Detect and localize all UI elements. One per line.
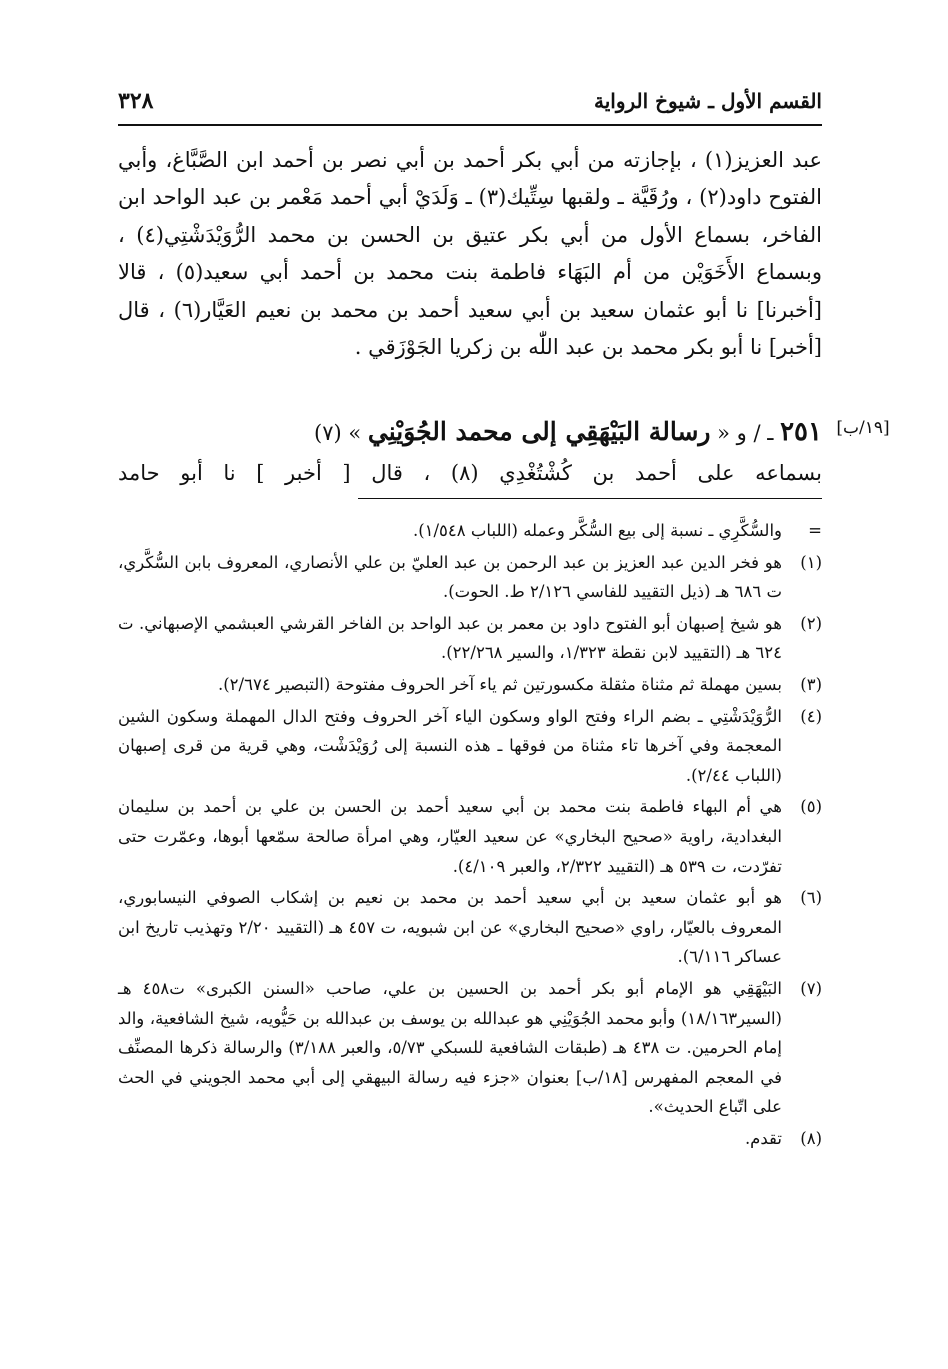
footnote-mark: (١) bbox=[800, 552, 822, 572]
footnote-mark: (٣) bbox=[800, 674, 822, 694]
footnote-mark: (٧) bbox=[800, 978, 822, 998]
section-heading bbox=[118, 413, 822, 452]
footnote-item bbox=[118, 516, 822, 546]
footnote-item bbox=[118, 670, 822, 700]
main-text bbox=[118, 142, 822, 366]
footnote-text: هي أم البهاء فاطمة بنت محمد بن أبي سعيد أحمد بن الحسن بن علي بن أحمد بن سليمان البغدادية، راوية «صحيح البخاري» عن سعيد العيّار، وهي امرأة صالحة سمّعها أبوها، وعمّرت حتى تفرّدت، ت ٥٣٩ هـ (التقييد ٢/٣٢٢، والعبر ٤/١٠٩). bbox=[118, 797, 782, 876]
body-paragraph: عبد العزيز(١) ، بإجازته من أبي بكر أحمد بن أبي نصر بن أحمد ابن الصَّبَّاغ، وأبي الفتوح داود(٢) ، ورُقَيَّة ـ ولقبها سِتِّيك(٣) ـ وَلَدَيْ أبي أحمد مَعْمر بن عبد الواحد ابن الفاخر، بسماع الأول من أبي بكر عتيق بن الحسن بن محمد الرُّوَيْدَشْتِي(٤) ، وبسماع الأَخَوَيْن من أم البَهَاء فاطمة بنت محمد بن أحمد أبي سعيد(٥) ، قالا [أخبرنا] نا أبو عثمان سعيد بن أبي سعيد أحمد بن محمد بن نعيم العَيَّار(٦) ، قال [أخبر] نا أبو بكر محمد بن عبد اللّٰه بن زكريا الجَوْزَقي . bbox=[118, 148, 822, 360]
footnote-item bbox=[118, 548, 822, 607]
footnote-text: بسين مهملة ثم مثناة مثقلة مكسورتين ثم ياء آخر الحروف مفتوحة (التبصير ٢/٦٧٤). bbox=[217, 674, 782, 694]
footnote-mark: (٨) bbox=[800, 1128, 822, 1148]
footnotes bbox=[118, 516, 822, 1155]
footnote-mark: = bbox=[808, 521, 822, 540]
footnote-text: البَيْهَقِي هو الإمام أبو بكر أحمد بن الحسين بن علي، صاحب «السنن الكبرى» ت٤٥٨ هـ (السير١٨/١٦٣) وأبو محمد الجُوَيْنِي هو عبدالله بن يوسف بن عبدالله بن حَيُّويه، شيخ الشافعية، والد إمام الحرمين. ت ٤٣٨ هـ (طبقات الشافعية للسبكي ٥/٧٣، والعبر ٣/١٨٨) والرسالة ذكرها المصنِّف في المعجم المفهرس [١٨/ب] بعنوان «جزء فيه رسالة البيهقي إلى أبي محمد الجويني في الحث على اتّباع الحديث». bbox=[118, 978, 783, 1117]
footnote-text: هو شيخ إصبهان أبو الفتوح داود بن معمر بن عبد الواحد بن الفاخر القرشي العبشمي الإصبهاني. ت ٦٢٤ هـ (التقييد لابن نقطة ١/٣٢٣، والسير ٢٢/٢٦٨). bbox=[118, 613, 782, 663]
footnote-text: هو فخر الدين عبد العزيز بن عبد الرحمن بن عبد العليّ بن علي الأنصاري، المعروف بابن السُّكَّري، ت ٦٨٦ هـ (ذيل التقييد للفاسي ٢/١٢٦ ط. الحوت). bbox=[118, 552, 782, 602]
footnote-mark: (٥) bbox=[800, 797, 822, 817]
section-title: رسالة البَيْهَقِي إلى محمد الجُوَيْنِي bbox=[367, 417, 711, 446]
header-rule bbox=[118, 124, 822, 126]
page-header bbox=[118, 84, 822, 118]
footnote-item bbox=[118, 883, 822, 972]
footnote-text: والسُّكَّرِي ـ نسبة إلى بيع السُّكَّر وعمله (اللباب ١/٥٤٨). bbox=[412, 521, 782, 540]
footnote-separator bbox=[358, 498, 822, 499]
footnote-item bbox=[118, 974, 822, 1122]
footnote-text: الرُّوَيْدَشْتِي ـ بضم الراء وفتح الواو وسكون الياء آخر الحروف وفتح الدال المهملة وسكون الشين المعجمة وفي آخرها تاء مثناة من فوقها ـ هذه النسبة إلى رُوَيْدَشْت، وهي قرية من قرى إصبهان (اللباب ٢/٤٤). bbox=[118, 706, 782, 785]
footnote-mark: (٢) bbox=[800, 613, 822, 633]
section-suffix: » (٧) bbox=[313, 421, 362, 445]
footnote-text: هو أبو عثمان سعيد بن أبي سعيد أحمد بن محمد بن نعيم بن إشكاب الصوفي النيسابوري، المعروف بالعيّار، راوي «صحيح البخاري» عن ابن شبويه، ت ٤٥٧ هـ (التقييد ٢/٢٠ وتهذيب تاريخ ابن عساكر ٦/١١٦). bbox=[118, 888, 782, 967]
running-title: القسم الأول ـ شيوخ الرواية bbox=[593, 89, 822, 113]
footnote-item bbox=[118, 1124, 822, 1154]
page-number: ٣٢٨ bbox=[118, 88, 154, 114]
footnote-text: تقدم. bbox=[744, 1128, 782, 1148]
margin-folio-note: [١٩/ب] bbox=[836, 418, 890, 438]
section-prefix: ـ / و « bbox=[717, 421, 774, 445]
section-continuation: بسماعه على أحمد بن كُشْتُغْدِي (٨) ، قال [ أخبر ] نا أبو حامد bbox=[118, 461, 822, 485]
footnote-item bbox=[118, 792, 822, 881]
footnote-mark: (٤) bbox=[800, 706, 822, 726]
footnote-item bbox=[118, 702, 822, 791]
section-number: ٢٥١ bbox=[780, 417, 822, 447]
footnote-mark: (٦) bbox=[800, 888, 822, 908]
footnote-item bbox=[118, 609, 822, 668]
